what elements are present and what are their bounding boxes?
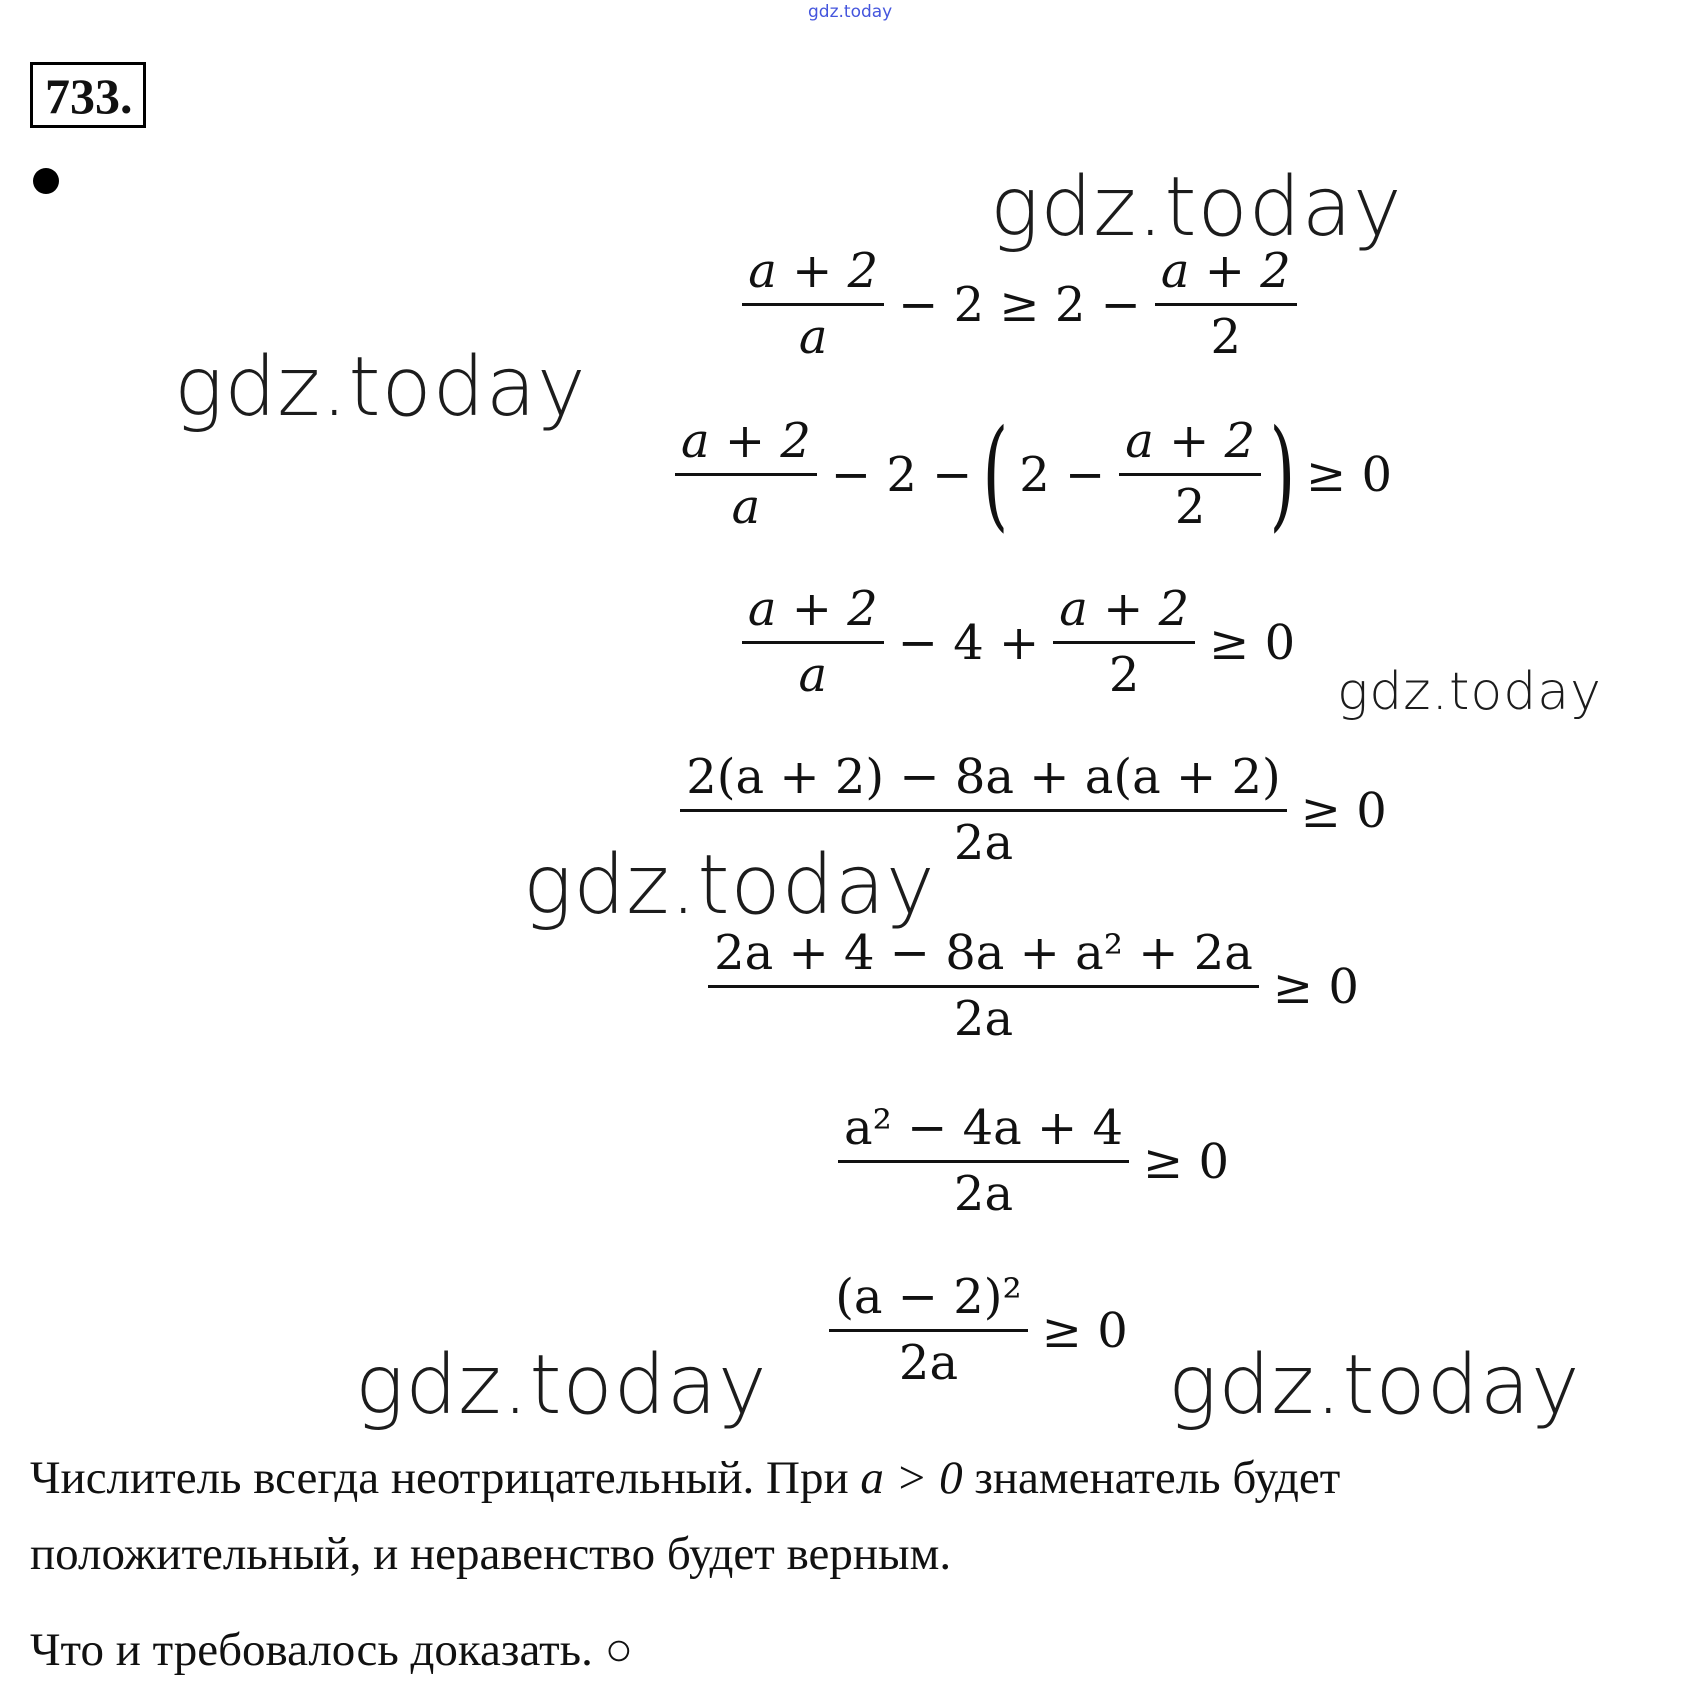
numerator: a + 2: [681, 413, 811, 469]
fraction: [838, 1101, 1129, 1222]
numerator: a + 2: [1125, 413, 1256, 469]
denominator: 2a: [953, 1166, 1014, 1223]
denominator: 2: [1108, 647, 1140, 704]
watermark: gdz.today: [355, 1338, 768, 1433]
watermark: gdz.today: [174, 340, 587, 435]
fraction: [708, 926, 1259, 1047]
relation: ≥ 0: [1272, 958, 1359, 1015]
denominator: a: [731, 479, 761, 536]
denominator: 2a: [898, 1335, 959, 1392]
fraction: [742, 582, 884, 703]
fraction: [675, 414, 817, 535]
denominator: a: [798, 309, 828, 366]
step-6: [0, 1101, 1699, 1222]
top-watermark: gdz.today: [808, 2, 893, 22]
relation: ≥ 0: [1305, 446, 1392, 503]
condition-expression: a > 0: [860, 1452, 963, 1504]
conclusion-text: знаменатель будет: [962, 1452, 1341, 1504]
step-5: [0, 926, 1699, 1047]
numerator: (a − 2)²: [835, 1269, 1022, 1325]
relation: ≥ 0: [1041, 1302, 1128, 1359]
operator: − 2 −: [830, 446, 973, 503]
conclusion-text: Числитель всегда неотрицательный. При: [30, 1452, 861, 1504]
fraction: [742, 244, 884, 365]
denominator: a: [798, 647, 828, 704]
conclusion-line-2: положительный, и неравенство будет верным.: [30, 1528, 952, 1580]
numerator: a + 2: [1160, 243, 1291, 299]
problem-number: 733.: [30, 62, 146, 128]
numerator: 2a + 4 − 8a + a² + 2a: [714, 925, 1253, 981]
fraction: [1053, 582, 1195, 703]
operator: − 4 +: [897, 614, 1040, 671]
conclusion-paragraph: [30, 1440, 1680, 1592]
watermark: gdz.today: [1168, 1338, 1581, 1433]
fraction: [1155, 244, 1297, 365]
denominator: 2a: [953, 991, 1014, 1048]
relation: ≥ 0: [1209, 614, 1296, 671]
fraction: [1119, 414, 1261, 535]
operator: 2 −: [1019, 446, 1106, 503]
numerator: a + 2: [1059, 581, 1190, 637]
conclusion-line-1: [30, 1440, 1680, 1516]
fraction: [829, 1270, 1028, 1391]
proof-end-line: Что и требовалось доказать. ○: [30, 1624, 633, 1676]
denominator: 2a: [953, 815, 1014, 872]
operator: − 2 ≥ 2 −: [898, 276, 1141, 333]
numerator: a + 2: [747, 581, 878, 637]
numerator: a² − 4a + 4: [843, 1100, 1123, 1156]
bullet-icon: [33, 168, 59, 194]
right-paren: ): [1269, 404, 1296, 544]
watermark: gdz.today: [523, 838, 936, 933]
denominator: 2: [1210, 309, 1242, 366]
watermark: gdz.today: [1337, 662, 1602, 722]
left-paren: (: [982, 404, 1009, 544]
numerator: 2(a + 2) − 8a + a(a + 2): [686, 749, 1281, 805]
denominator: 2: [1174, 479, 1206, 536]
numerator: a + 2: [748, 243, 879, 299]
relation: ≥ 0: [1143, 1133, 1230, 1190]
relation: ≥ 0: [1300, 782, 1387, 839]
watermark: gdz.today: [990, 160, 1403, 255]
